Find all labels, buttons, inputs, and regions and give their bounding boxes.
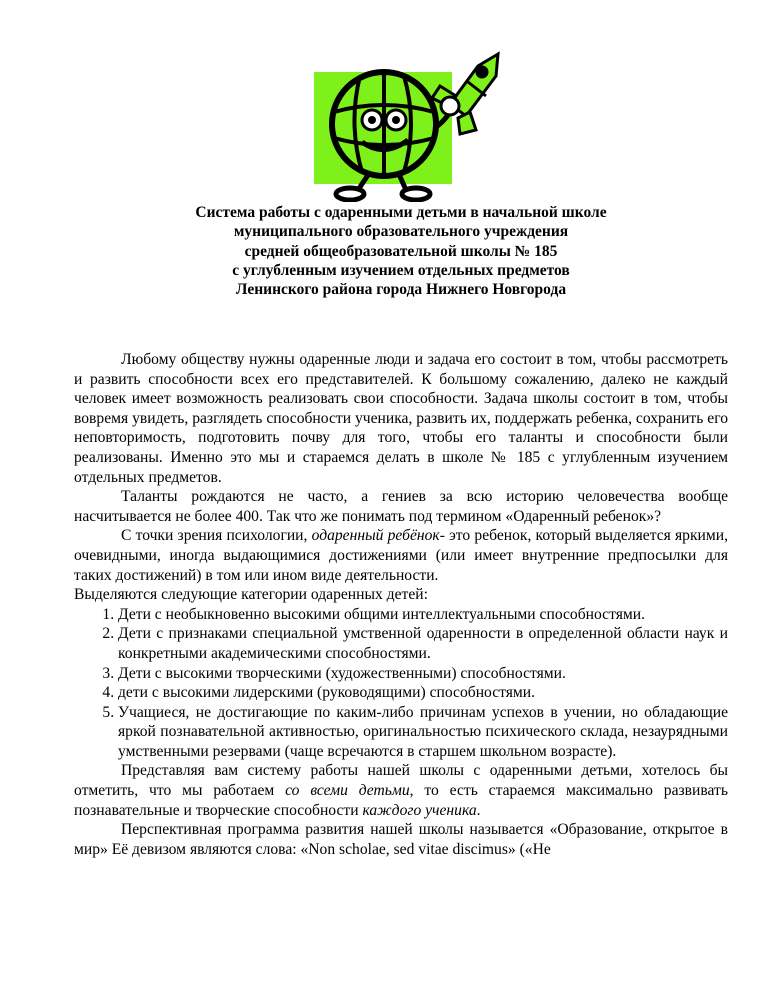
categories-list	[74, 605, 728, 762]
text-span: - это ребенок, который выделяется яркими, очевидными, иногда выдающимися достижениями (или имеет внутренние предпосылки для таких достижений) в том или ином виде деятельности.	[74, 527, 728, 584]
document-title	[74, 203, 728, 299]
text-span: Представляя вам систему работы нашей школы с одаренными детьми, хотелось бы отметить, что мы работаем	[74, 762, 728, 800]
title-line: средней общеобразовательной школы № 185	[244, 242, 558, 260]
paragraph-talents: Таланты рождаются не часто, а гениев за всю историю человечества вообще насчитывается не более 400. Так что же понимать под термином «Одаренный ребенок»?	[74, 488, 728, 525]
paragraph-program: Перспективная программа развития нашей школы называется «Образование, открытое в мир» Её девизом являются слова: «Non scholae, sed vitae discimus» («Не	[74, 821, 728, 858]
globe-mascot-with-rocket-icon	[300, 42, 510, 202]
title-line: муниципального образовательного учреждения	[233, 223, 569, 241]
title-line: Ленинского района города Нижнего Новгорода	[235, 281, 567, 299]
title-line: с углубленным изучением отдельных предметов	[232, 261, 570, 279]
emphasis-term: одаренный ребёнок	[311, 527, 440, 545]
emphasis-all-children: со всеми детьми	[285, 782, 410, 800]
list-item: 4. дети с высокими лидерскими (руководящими) способностями.	[118, 683, 728, 703]
list-item: 3. Дети с высокими творческими (художественными) способностями.	[118, 664, 728, 684]
list-item: 5. Учащиеся, не достигающие по каким-либо причинам успехов в учении, но обладающие яркой познавательной активностью, оригинальностью психического склада, незаурядными умственными резервами (чаще всречаются в старшем школьном возрасте).	[118, 703, 728, 762]
text-span: , то есть стараемся максимально развивать познавательные и творческие способности	[74, 782, 728, 819]
text-span: С точки зрения психологии,	[121, 527, 312, 545]
text-span: .	[476, 801, 481, 819]
document-body	[74, 350, 728, 859]
emphasis-each-student: каждого ученика	[362, 801, 477, 819]
paragraph-intro: Любому обществу нужны одаренные люди и задача его состоит в том, чтобы рассмотреть и развить способности всех его представителей. К большому сожалению, далеко не каждый человек имеет возможность реализовать свои способности. Задача школы состоит в том, чтобы вовремя увидеть, разглядеть способности ученика, развить их, поддержать ребенка, сохранить его неповторимость, подготовить почву для того, чтобы его таланты и способности были реализованы. Именно это мы и стараемся делать в школе № 185 с углубленным изучением отдельных предметов.	[74, 351, 728, 486]
paragraph-system	[74, 761, 728, 820]
globe-body	[332, 72, 436, 176]
list-item: 2. Дети с признаками специальной умственной одаренности в определенной области наук и конкретными академическими способностями.	[118, 624, 728, 663]
title-line: Система работы с одаренными детьми в начальной школе	[195, 204, 607, 221]
paragraph-definition	[74, 526, 728, 585]
paragraph-categories-intro: Выделяются следующие категории одаренных детей:	[74, 586, 428, 604]
list-item: 1. Дети с необыкновенно высокими общими интеллектуальными способностями.	[118, 605, 728, 625]
